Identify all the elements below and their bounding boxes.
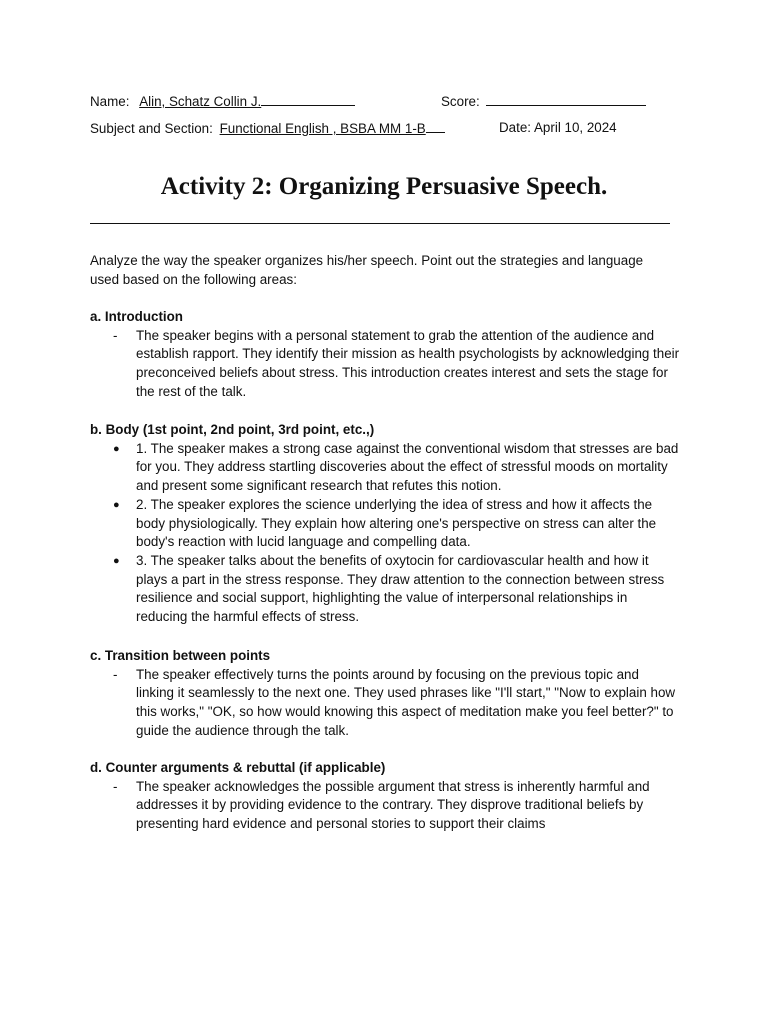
list-item-text: 2. The speaker explores the science underlying the idea of stress and how it affects the body physiologically. They explain how altering one's perspective on stress can alter the body's reaction with lucid language and compelling data. xyxy=(136,496,657,550)
name-label: Name: xyxy=(90,94,130,109)
score-row xyxy=(441,92,646,112)
section-body xyxy=(90,421,680,627)
dash-marker: - xyxy=(113,327,118,343)
section-introduction xyxy=(90,308,680,402)
list-item-text: 3. The speaker talks about the benefits of oxytocin for cardiovascular health and how it plays a part in the stress response. They draw attention to the connection between stress resilience and social support, highlighting the value of interpersonal relationships in reducing the harmful effects of stress. xyxy=(136,552,665,625)
instructions-text: Analyze the way the speaker organizes his/her speech. Point out the strategies and language used based on the following areas: xyxy=(90,253,644,287)
list-item xyxy=(90,440,680,496)
list-item-text: The speaker effectively turns the points around by focusing on the previous topic and linking it seamlessly to the next one. They used phrases like "I'll start," "Now to explain how this works," "OK, so how would knowing this aspect of meditation make you feel better?" to guide the audience through the talk. xyxy=(136,666,676,738)
subject-value: Functional English , BSBA MM 1-B xyxy=(219,121,426,136)
bullet-marker: ● xyxy=(113,442,120,455)
section-counter xyxy=(90,759,680,834)
list-item xyxy=(90,666,680,741)
subject-label: Subject and Section: xyxy=(90,121,213,136)
instructions xyxy=(90,252,675,289)
date-value: April 10, 2024 xyxy=(534,120,617,135)
score-label: Score: xyxy=(441,94,480,109)
dash-marker: - xyxy=(113,778,118,794)
body-points-list xyxy=(90,440,680,627)
subject-blank-line xyxy=(426,119,445,133)
score-blank-line xyxy=(486,92,646,106)
section-transition xyxy=(90,647,680,741)
page-title: Activity 2: Organizing Persuasive Speech. xyxy=(160,173,608,200)
list-item-text: The speaker begins with a personal statement to grab the attention of the audience and establish rapport. They identify their mission as health psychologists by acknowledging their preconceived beliefs about stress. This introduction creates interest and sets the stage for the rest of the talk. xyxy=(136,327,680,399)
list-item xyxy=(90,496,680,552)
section-heading: b. Body (1st point, 2nd point, 3rd point, etc.,) xyxy=(90,422,375,437)
list-item xyxy=(90,778,680,834)
list-item-text: The speaker acknowledges the possible argument that stress is inherently harmful and addresses it by providing evidence to the contrary. They disprove traditional beliefs by presenting hard evidence and personal stories to support their claims xyxy=(136,778,650,832)
bullet-marker: ● xyxy=(113,498,120,511)
dash-marker: - xyxy=(113,666,118,682)
list-item-text: 1. The speaker makes a strong case against the conventional wisdom that stresses are bad for you. They address startling discoveries about the effect of stressful moods on mortality and present some significant research that refutes this notion. xyxy=(136,440,679,494)
section-heading: c. Transition between points xyxy=(90,648,271,663)
list-item xyxy=(90,327,680,402)
name-row xyxy=(90,92,355,112)
section-heading: a. Introduction xyxy=(90,309,183,324)
bullet-marker: ● xyxy=(113,554,120,567)
transition-list xyxy=(90,666,680,741)
list-item xyxy=(90,552,680,627)
section-heading: d. Counter arguments & rebuttal (if applicable) xyxy=(90,760,386,775)
introduction-list xyxy=(90,327,680,402)
name-blank-line xyxy=(261,92,355,106)
name-value: Alin, Schatz Collin J. xyxy=(139,94,262,109)
date-label: Date: xyxy=(499,120,532,135)
subject-row xyxy=(90,119,445,139)
counter-list xyxy=(90,778,680,834)
title-divider xyxy=(90,223,670,224)
date-row xyxy=(499,119,617,138)
